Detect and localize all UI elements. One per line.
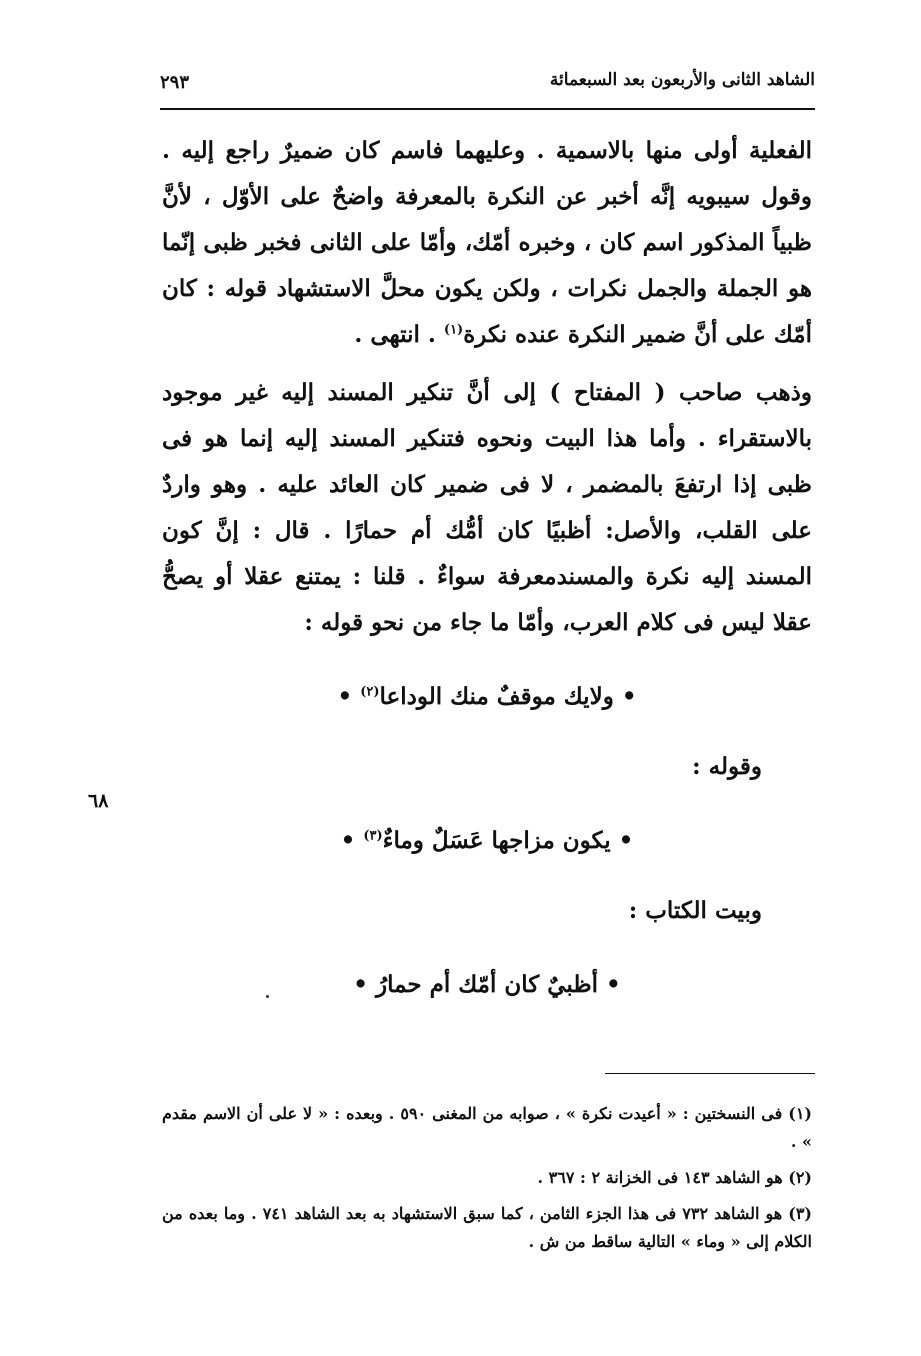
verse-3-intro: وبيت الكتاب :	[628, 897, 762, 924]
footnote-ref-3: (٣)	[363, 828, 383, 844]
footnotes	[162, 1100, 812, 1264]
margin-number: ٦٨	[88, 790, 109, 812]
verse-2-end: •	[340, 827, 356, 854]
footnote-3: (٣) هو الشاهد ٧٣٢ فى هذا الجزء الثامن ، كما سبق الاستشهاد به بعد الشاهد ٧٤١ . وما بعده من الكلام إلى « وماء » التالية ساقط من ش .	[162, 1204, 812, 1251]
paragraph-2	[162, 370, 812, 646]
header-rule	[160, 108, 815, 110]
verse-1-text: • ولايك موقفٌ منك الوداعا	[379, 683, 637, 710]
verse-1-end: •	[337, 683, 353, 710]
footnote-ref-2: (٢)	[360, 684, 380, 700]
footnote-1: (١) فى النسختين : « أعيدت نكرة » ، صوابه من المغنى ٥٩٠ . وبعده : « لا على أن الاسم مقدم » .	[162, 1104, 812, 1151]
paragraph-1	[162, 128, 812, 358]
verse-2-intro: وقوله :	[692, 753, 762, 780]
running-title: الشاهد الثانى والأربعون بعد السبعمائة	[549, 70, 815, 90]
paragraph-1-tail: . انتهى .	[354, 321, 436, 348]
footnote-rule	[605, 1073, 815, 1074]
main-text	[162, 128, 812, 1008]
paragraph-1-text: الفعلية أولى منها بالاسمية . وعليهما فاسم كان ضميرٌ راجع إليه . وقول سيبويه إنَّه أخبر عن النكرة بالمعرفة واضحٌ على الأوّل ، لأنَّ ظبياً المذكور اسم كان ، وخبره أمّك، وأمّا على الثانى فخبر ظبى إنّما هو الجملة والجمل نكرات ، ولكن يكون محلَّ الاستشهاد قوله : كان أمّك على أنَّ ضمير النكرة عنده نكرة	[162, 137, 812, 348]
paragraph-2-text: وذهب صاحب ( المفتاح ) إلى أنَّ تنكير المسند إليه غير موجود بالاستقراء . وأما هذا البيت ونحوه فتنكير المسند إليه إنما هو فى ظبى إذا ارتفعَ بالمضمر ، لا فى ضمير كان العائد عليه . وهو واردٌ على القلب، والأصل: أظبيًا كان أمُّك أم حمارًا . قال : إنَّ كون المسند إليه نكرة والمسندمعرفة سواءٌ . قلنا : يمتنع عقلا أو يصحُّ عقلا ليس فى كلام العرب، وأمّا ما جاء من نحو قوله :	[162, 379, 812, 636]
footnote-2: (٢) هو الشاهد ١٤٣ فى الخزانة ٢ : ٣٦٧ .	[537, 1168, 812, 1187]
page-number: ٢٩٣	[160, 72, 190, 93]
verse-3-end: •	[353, 971, 368, 998]
footnote-ref-1: (١)	[443, 322, 464, 338]
verse-2	[162, 818, 812, 864]
verse-1	[162, 674, 812, 720]
page-header	[160, 68, 815, 102]
verse-3-text: • أظبيٌ كان أمّك أم حمارُ	[375, 971, 621, 998]
print-speck	[266, 995, 269, 998]
verse-3	[162, 962, 812, 1008]
verse-2-text: • يكون مزاجها عَسَلٌ وماءٌ	[382, 827, 634, 854]
